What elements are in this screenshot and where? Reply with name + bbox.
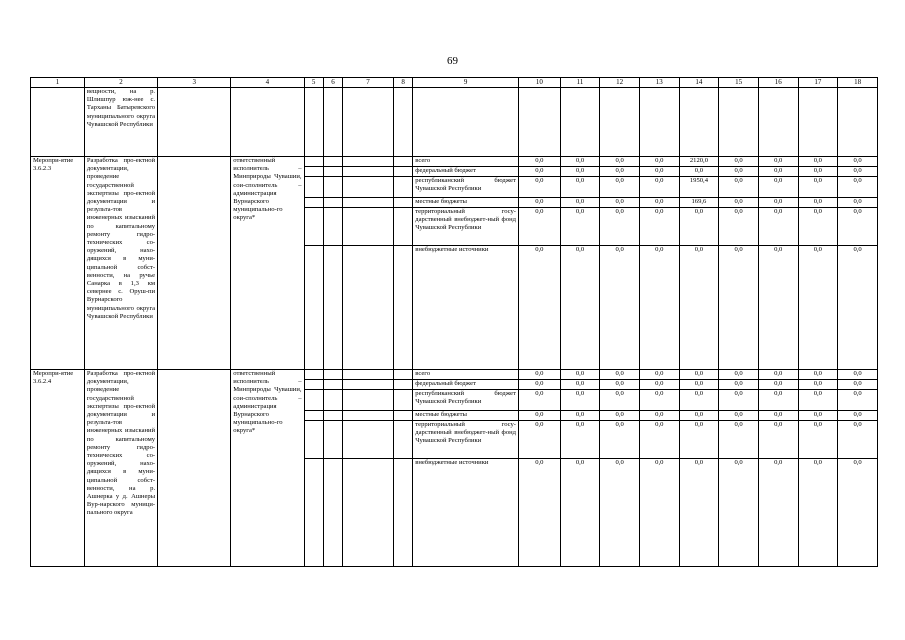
table-body bbox=[31, 88, 878, 567]
column-number: 16 bbox=[758, 78, 798, 88]
funding-value: 0,0 bbox=[758, 411, 798, 421]
code-cell bbox=[343, 246, 394, 370]
funding-value: 0,0 bbox=[719, 370, 759, 380]
funding-value: 0,0 bbox=[798, 421, 838, 459]
funding-source: внебюджетные источники bbox=[413, 246, 519, 370]
code-cell bbox=[323, 177, 342, 198]
funding-value: 0,0 bbox=[838, 198, 878, 208]
column-number: 3 bbox=[158, 78, 231, 88]
funding-value: 0,0 bbox=[519, 390, 561, 411]
code-cell bbox=[323, 246, 342, 370]
funding-source: всего bbox=[413, 157, 519, 167]
funding-value: 0,0 bbox=[519, 177, 561, 198]
code-cell bbox=[393, 411, 412, 421]
funding-value: 0,0 bbox=[600, 246, 640, 370]
funding-source: внебюджетные источники bbox=[413, 459, 519, 567]
code-cell bbox=[343, 390, 394, 411]
funding-value: 0,0 bbox=[560, 411, 600, 421]
funding-value: 0,0 bbox=[719, 198, 759, 208]
code-cell bbox=[304, 167, 323, 177]
column-number: 15 bbox=[719, 78, 759, 88]
code-cell bbox=[323, 390, 342, 411]
funding-value: 0,0 bbox=[600, 411, 640, 421]
measure-name: Разработка про-ектной документации, проведение государственной экспертизы про-ектной документации и результа-тов инженерных изысканий по капитальному ремонту гидро-технических со-оружений, нахо-дящихся в муни-ципальной собст-венности, на р. Ашнерка у д. Ашнеры Вур-нарского муници-пального округа bbox=[84, 370, 157, 567]
code-cell bbox=[393, 167, 412, 177]
funding-value: 0,0 bbox=[679, 208, 719, 246]
funding-value: 0,0 bbox=[838, 370, 878, 380]
code-cell bbox=[323, 167, 342, 177]
funding-value: 0,0 bbox=[838, 167, 878, 177]
funding-value: 0,0 bbox=[798, 411, 838, 421]
funding-source: республиканский бюджет Чувашской Республики bbox=[413, 177, 519, 198]
funding-value: 0,0 bbox=[758, 421, 798, 459]
code-cell bbox=[323, 157, 342, 167]
funding-value: 0,0 bbox=[758, 380, 798, 390]
funding-value: 0,0 bbox=[719, 157, 759, 167]
funding-value: 0,0 bbox=[600, 208, 640, 246]
funding-value: 0,0 bbox=[838, 411, 878, 421]
funding-value: 0,0 bbox=[560, 157, 600, 167]
code-cell bbox=[304, 390, 323, 411]
funding-value: 0,0 bbox=[519, 380, 561, 390]
funding-value: 0,0 bbox=[719, 177, 759, 198]
funding-value: 0,0 bbox=[560, 390, 600, 411]
funding-value: 0,0 bbox=[639, 177, 679, 198]
funding-value: 0,0 bbox=[798, 459, 838, 567]
funding-value: 0,0 bbox=[639, 167, 679, 177]
funding-value: 169,6 bbox=[679, 198, 719, 208]
column-number: 17 bbox=[798, 78, 838, 88]
code-cell bbox=[304, 198, 323, 208]
code-cell bbox=[393, 370, 412, 380]
funding-value: 0,0 bbox=[758, 177, 798, 198]
code-cell bbox=[343, 198, 394, 208]
funding-value: 0,0 bbox=[560, 167, 600, 177]
code-cell bbox=[323, 208, 342, 246]
funding-value: 0,0 bbox=[679, 390, 719, 411]
funding-value: 0,0 bbox=[798, 380, 838, 390]
code-cell bbox=[304, 370, 323, 380]
code-cell bbox=[393, 208, 412, 246]
measure-col3 bbox=[158, 157, 231, 370]
funding-value: 0,0 bbox=[519, 157, 561, 167]
funding-value: 0,0 bbox=[519, 411, 561, 421]
code-cell bbox=[304, 208, 323, 246]
funding-value: 0,0 bbox=[560, 198, 600, 208]
funding-source: местные бюджеты bbox=[413, 198, 519, 208]
code-cell bbox=[393, 421, 412, 459]
funding-value: 0,0 bbox=[600, 177, 640, 198]
funding-value: 0,0 bbox=[560, 421, 600, 459]
funding-value: 0,0 bbox=[838, 380, 878, 390]
funding-value: 0,0 bbox=[798, 246, 838, 370]
code-cell bbox=[323, 380, 342, 390]
code-cell bbox=[304, 380, 323, 390]
funding-value: 0,0 bbox=[838, 208, 878, 246]
page-number: 69 bbox=[447, 55, 458, 67]
funding-value: 0,0 bbox=[798, 208, 838, 246]
funding-value: 0,0 bbox=[719, 390, 759, 411]
program-table bbox=[30, 77, 878, 567]
funding-value: 0,0 bbox=[758, 390, 798, 411]
continuation-row bbox=[31, 88, 878, 157]
column-number: 18 bbox=[838, 78, 878, 88]
funding-value: 0,0 bbox=[639, 380, 679, 390]
code-cell bbox=[323, 421, 342, 459]
funding-source: территориальный госу-дарственный внебюджет-ный фонд Чувашской Республики bbox=[413, 421, 519, 459]
funding-value: 0,0 bbox=[639, 411, 679, 421]
funding-source: федеральный бюджет bbox=[413, 167, 519, 177]
column-number: 10 bbox=[519, 78, 561, 88]
code-cell bbox=[304, 246, 323, 370]
measure-code: Меропри-ятие 3.6.2.3 bbox=[31, 157, 85, 370]
funding-value: 0,0 bbox=[838, 157, 878, 167]
funding-value: 0,0 bbox=[639, 157, 679, 167]
funding-value: 0,0 bbox=[719, 459, 759, 567]
funding-row bbox=[31, 370, 878, 380]
funding-source: республиканский бюджет Чувашской Республики bbox=[413, 390, 519, 411]
code-cell bbox=[343, 370, 394, 380]
code-cell bbox=[343, 177, 394, 198]
funding-value: 0,0 bbox=[758, 246, 798, 370]
funding-value: 0,0 bbox=[600, 157, 640, 167]
column-number: 5 bbox=[304, 78, 323, 88]
code-cell bbox=[323, 459, 342, 567]
funding-value: 0,0 bbox=[758, 459, 798, 567]
funding-value: 0,0 bbox=[560, 380, 600, 390]
funding-value: 0,0 bbox=[519, 198, 561, 208]
funding-value: 0,0 bbox=[639, 370, 679, 380]
funding-value: 0,0 bbox=[838, 177, 878, 198]
funding-row bbox=[31, 157, 878, 167]
code-cell bbox=[304, 177, 323, 198]
funding-value: 0,0 bbox=[719, 411, 759, 421]
funding-value: 0,0 bbox=[719, 380, 759, 390]
funding-value: 0,0 bbox=[519, 246, 561, 370]
funding-value: 0,0 bbox=[600, 380, 640, 390]
funding-source: всего bbox=[413, 370, 519, 380]
funding-source: территориальный госу-дарственный внебюджет-ный фонд Чувашской Республики bbox=[413, 208, 519, 246]
funding-value: 0,0 bbox=[600, 459, 640, 567]
funding-value: 1950,4 bbox=[679, 177, 719, 198]
funding-value: 0,0 bbox=[719, 208, 759, 246]
funding-value: 0,0 bbox=[600, 167, 640, 177]
funding-value: 0,0 bbox=[719, 421, 759, 459]
funding-value: 0,0 bbox=[798, 167, 838, 177]
code-cell bbox=[393, 177, 412, 198]
code-cell bbox=[393, 198, 412, 208]
code-cell bbox=[304, 411, 323, 421]
funding-value: 0,0 bbox=[639, 421, 679, 459]
funding-value: 0,0 bbox=[519, 421, 561, 459]
funding-value: 0,0 bbox=[519, 167, 561, 177]
column-number-header bbox=[31, 78, 878, 88]
funding-value: 0,0 bbox=[679, 421, 719, 459]
funding-value: 0,0 bbox=[519, 208, 561, 246]
code-cell bbox=[323, 198, 342, 208]
code-cell bbox=[343, 208, 394, 246]
funding-value: 0,0 bbox=[639, 208, 679, 246]
column-number: 1 bbox=[31, 78, 85, 88]
continuation-measure-name: вещности, на р. Шлишпур юж-нее с. Тарханы Батыревского муниципального округа Чувашской Республики bbox=[84, 88, 157, 157]
measure-executor: ответственный исполнитель – Минприроды Чувашии, сои-сполнитель – администрация Вурнарского муниципально-го округа* bbox=[231, 370, 304, 567]
funding-value: 0,0 bbox=[679, 167, 719, 177]
column-number: 7 bbox=[343, 78, 394, 88]
funding-value: 0,0 bbox=[838, 390, 878, 411]
funding-source: федеральный бюджет bbox=[413, 380, 519, 390]
funding-value: 0,0 bbox=[560, 459, 600, 567]
funding-value: 0,0 bbox=[639, 390, 679, 411]
funding-value: 0,0 bbox=[519, 459, 561, 567]
funding-value: 0,0 bbox=[560, 246, 600, 370]
column-number: 9 bbox=[413, 78, 519, 88]
funding-value: 0,0 bbox=[758, 198, 798, 208]
measure-code: Меропри-ятие 3.6.2.4 bbox=[31, 370, 85, 567]
funding-value: 0,0 bbox=[639, 246, 679, 370]
funding-value: 0,0 bbox=[758, 370, 798, 380]
funding-value: 0,0 bbox=[560, 208, 600, 246]
code-cell bbox=[393, 380, 412, 390]
funding-value: 0,0 bbox=[519, 370, 561, 380]
funding-value: 0,0 bbox=[679, 246, 719, 370]
column-number: 12 bbox=[600, 78, 640, 88]
funding-value: 0,0 bbox=[600, 390, 640, 411]
funding-value: 0,0 bbox=[758, 208, 798, 246]
column-number: 8 bbox=[393, 78, 412, 88]
funding-value: 0,0 bbox=[798, 370, 838, 380]
funding-value: 0,0 bbox=[639, 459, 679, 567]
code-cell bbox=[393, 459, 412, 567]
measure-name: Разработка про-ектной документации, проведение государственной экспертизы про-ектной документации и результа-тов инженерных изысканий по капитальному ремонту гидро-технических со-оружений, нахо-дящихся в муни-ципальной собст-венности, на ручье Санарка в 1,3 км севернее с. Оруш-пи Вурнарского муниципального округа Чувашской Республики bbox=[84, 157, 157, 370]
funding-value: 2120,0 bbox=[679, 157, 719, 167]
funding-value: 0,0 bbox=[838, 421, 878, 459]
funding-value: 0,0 bbox=[798, 390, 838, 411]
funding-value: 0,0 bbox=[679, 380, 719, 390]
funding-value: 0,0 bbox=[600, 198, 640, 208]
funding-value: 0,0 bbox=[600, 421, 640, 459]
measure-col3 bbox=[158, 370, 231, 567]
funding-value: 0,0 bbox=[798, 198, 838, 208]
funding-value: 0,0 bbox=[560, 370, 600, 380]
code-cell bbox=[393, 390, 412, 411]
code-cell bbox=[323, 411, 342, 421]
funding-source: местные бюджеты bbox=[413, 411, 519, 421]
code-cell bbox=[343, 380, 394, 390]
funding-value: 0,0 bbox=[798, 157, 838, 167]
funding-value: 0,0 bbox=[679, 370, 719, 380]
code-cell bbox=[343, 421, 394, 459]
funding-value: 0,0 bbox=[719, 246, 759, 370]
funding-value: 0,0 bbox=[600, 370, 640, 380]
funding-value: 0,0 bbox=[719, 167, 759, 177]
column-number: 11 bbox=[560, 78, 600, 88]
funding-value: 0,0 bbox=[798, 177, 838, 198]
code-cell bbox=[323, 370, 342, 380]
code-cell bbox=[343, 167, 394, 177]
code-cell bbox=[304, 157, 323, 167]
code-cell bbox=[304, 459, 323, 567]
code-cell bbox=[343, 157, 394, 167]
code-cell bbox=[393, 246, 412, 370]
funding-value: 0,0 bbox=[560, 177, 600, 198]
column-number: 6 bbox=[323, 78, 342, 88]
code-cell bbox=[343, 459, 394, 567]
column-number: 2 bbox=[84, 78, 157, 88]
funding-value: 0,0 bbox=[679, 459, 719, 567]
funding-value: 0,0 bbox=[838, 459, 878, 567]
column-number: 13 bbox=[639, 78, 679, 88]
column-number: 4 bbox=[231, 78, 304, 88]
funding-value: 0,0 bbox=[639, 198, 679, 208]
funding-value: 0,0 bbox=[758, 157, 798, 167]
funding-value: 0,0 bbox=[758, 167, 798, 177]
column-number: 14 bbox=[679, 78, 719, 88]
funding-value: 0,0 bbox=[679, 411, 719, 421]
code-cell bbox=[343, 411, 394, 421]
code-cell bbox=[393, 157, 412, 167]
measure-executor: ответственный исполнитель – Минприроды Чувашии, сои-сполнитель – администрация Вурнарского муниципально-го округа* bbox=[231, 157, 304, 370]
funding-value: 0,0 bbox=[838, 246, 878, 370]
code-cell bbox=[304, 421, 323, 459]
